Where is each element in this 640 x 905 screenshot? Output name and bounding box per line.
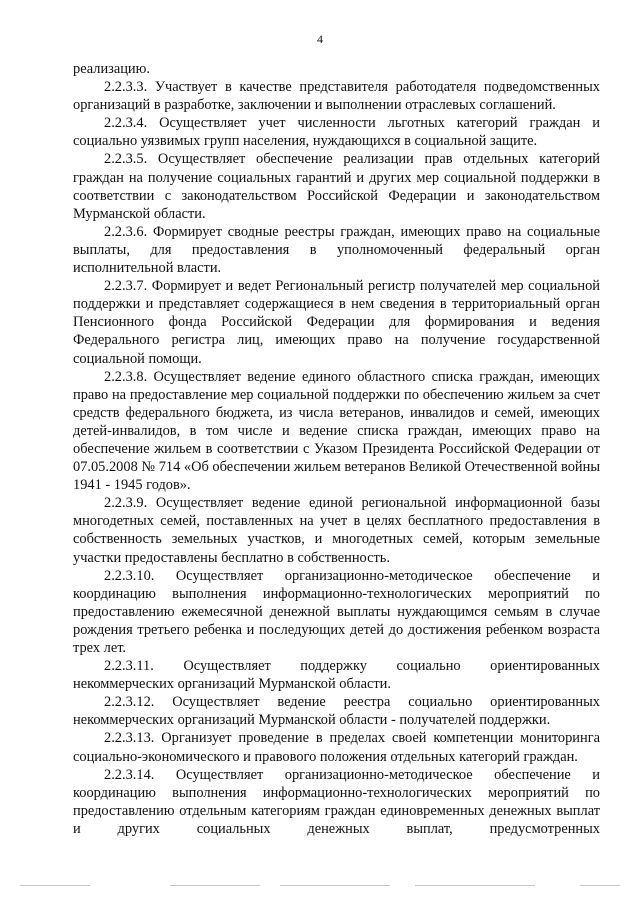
page-number: 4: [317, 32, 323, 46]
paragraph-2-2-3-3: 2.2.3.3. Участвует в качестве представителя работодателя подведомственных организаций в разработке, заключении и выполнении отраслевых соглашений.: [73, 79, 600, 114]
paragraph-2-2-3-6: 2.2.3.6. Формирует сводные реестры граждан, имеющих право на социальные выплаты, для предоставления в уполномоченный федеральный орган исполнительной власти.: [73, 223, 600, 277]
paragraph-2-2-3-12: 2.2.3.12. Осуществляет ведение реестра социально ориентированных некоммерческих организаций Мурманской области - получателей поддержки.: [73, 694, 600, 729]
paragraph-2-2-3-13: 2.2.3.13. Организует проведение в пределах своей компетенции мониторинга социально-экономического и правового положения отдельных категорий граждан.: [73, 730, 600, 765]
paragraph-2-2-3-7: 2.2.3.7. Формирует и ведет Региональный регистр получателей мер социальной поддержки и представляет содержащиеся в нем сведения в территориальный орган Пенсионного фонда Российской Федерации для формирования и ведения Федерального регистра лиц, имеющих право на получение государственной социальной помощи.: [73, 278, 600, 367]
paragraph-2-2-3-10: 2.2.3.10. Осуществляет организационно-методическое обеспечение и координацию выполнения информационно-технологических мероприятий по предоставлению ежемесячной денежной выплаты нуждающимся семьям в случае рождения третьего ребенка и последующих детей до достижения ребенком возраста трех лет.: [73, 567, 600, 656]
paragraph-2-2-3-4: 2.2.3.4. Осуществляет учет численности льготных категорий граждан и социально уязвимых групп населения, нуждающихся в социальной защите.: [73, 115, 600, 150]
paragraph-continuation: реализацию.: [73, 61, 150, 77]
paragraph-2-2-3-5: 2.2.3.5. Осуществляет обеспечение реализации прав отдельных категорий граждан на получение социальных гарантий и других мер социальной поддержки в соответствии с законодательством Российской Федерации и законодательством Мурманской области.: [73, 151, 600, 222]
paragraph-2-2-3-8: 2.2.3.8. Осуществляет ведение единого областного списка граждан, имеющих право на предоставление мер социальной поддержки по обеспечению жильем за счет средств федерального бюджета, из числа ветеранов, инвалидов и семей, имеющих детей-инвалидов, в том числе и ведение списка граждан, имеющих право на обеспечение жильем в соответствии с Указом Президента Российской Федерации от 07.05.2008 № 714 «Об обеспечении жильем ветеранов Великой Отечественной войны 1941 - 1945 годов».: [73, 368, 600, 494]
paragraph-2-2-3-11: 2.2.3.11. Осуществляет поддержку социально ориентированных некоммерческих организаций Мурманской области.: [73, 658, 600, 693]
paragraph-2-2-3-9: 2.2.3.9. Осуществляет ведение единой региональной информационной базы многодетных семей, поставленных на учет в целях бесплатного предоставления в собственность земельных участков, и многодетных семей, которым земельные участки предоставлены бесплатно в собственность.: [73, 495, 600, 566]
paragraph-2-2-3-14: 2.2.3.14. Осуществляет организационно-методическое обеспечение и координацию выполнения информационно-технологических мероприятий по предоставлению отдельным категориям граждан единовременных денежных выплат и других социальных денежных выплат, предусмотренных: [73, 766, 600, 837]
document-body: [73, 60, 600, 838]
scan-artifact-line: [20, 885, 620, 887]
